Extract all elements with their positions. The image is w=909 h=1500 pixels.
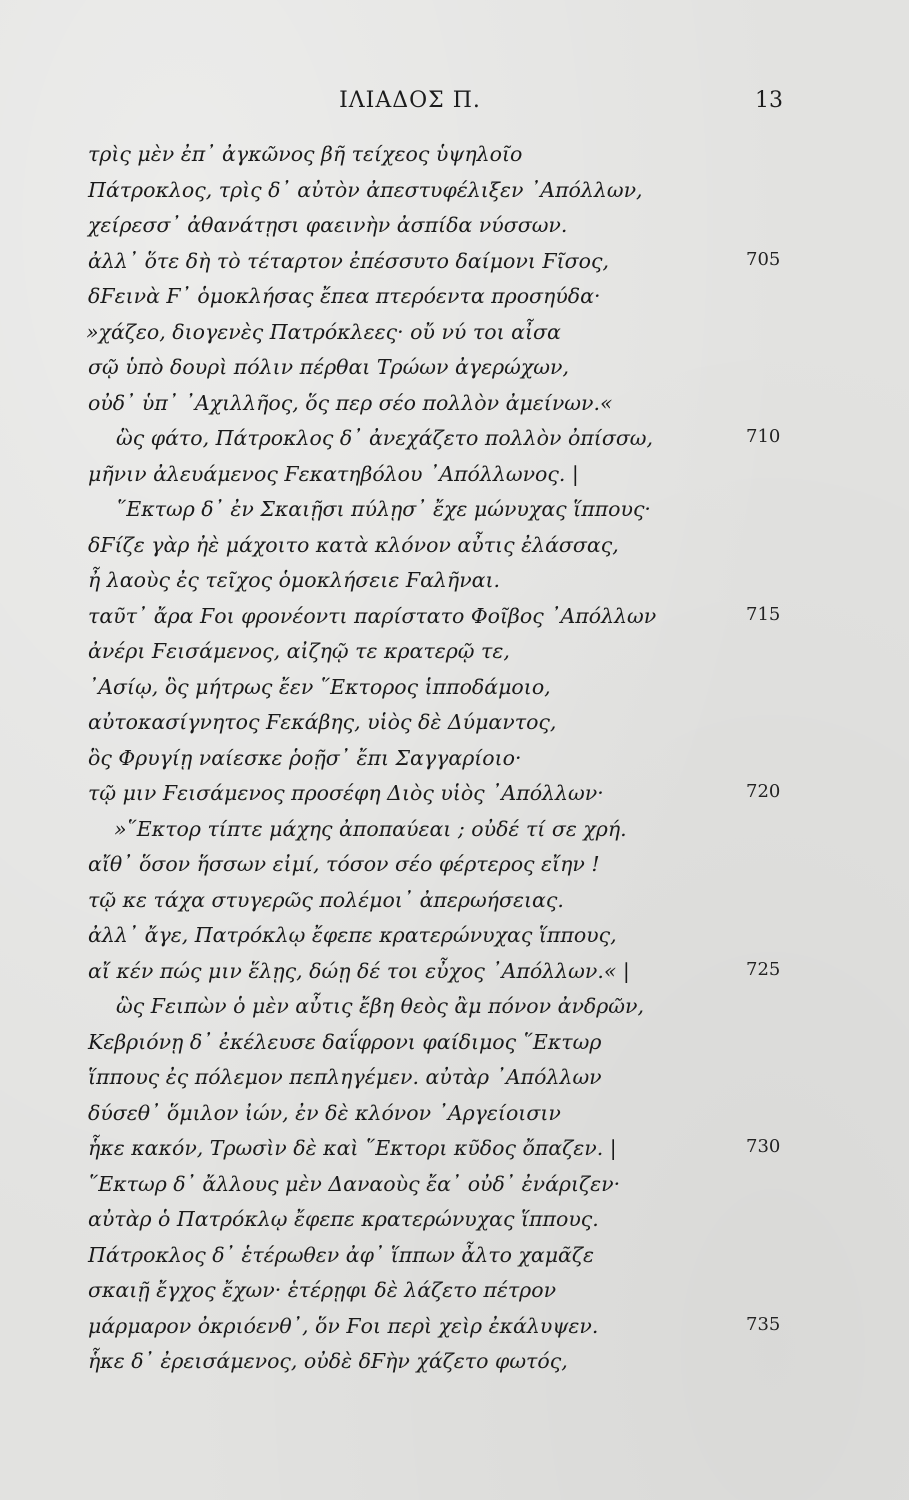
verse-text: μάρμαρον ὀκριόενθ᾽, ὅν Ϝοι περὶ χεὶρ ἐκάλυψεν. — [88, 1313, 599, 1338]
page-number: 13 — [755, 88, 783, 113]
verse-line — [0, 211, 909, 247]
verse-text: ἵππους ἐς πόλεμον πεπληγέμεν. αὐτὰρ ᾽Απόλλων — [88, 1065, 602, 1089]
verse-line — [0, 602, 909, 638]
verse-line — [0, 1276, 909, 1312]
verse-line — [0, 779, 909, 815]
verse-text: ὃς Φρυγίῃ ναίεσκε ῥοῇσ᾽ ἔπι Σαγγαρίοιο· — [88, 745, 522, 770]
verse-text: Κεβριόνῃ δ᾽ ἐκέλευσε δαΐφρονι φαίδιμος ῞Εκτωρ — [88, 1029, 602, 1054]
verse-text: τῷ κε τάχα στυγερῶς πολέμοι᾽ ἀπερωήσειας. — [88, 887, 564, 912]
verse-line — [0, 282, 909, 318]
running-title: ΙΛΙΑΔΟΣ Π. — [339, 88, 481, 113]
verse-line — [0, 460, 909, 496]
verse-text: Πάτροκλος, τρὶς δ᾽ αὐτὸν ἀπεστυφέλιξεν ᾽Απόλλων, — [88, 177, 643, 202]
verse-line — [0, 495, 909, 531]
verse-text: ᾽Ασίῳ, ὃς μήτρως ἔεν ῞Εκτορος ἱπποδάμοιο, — [88, 674, 551, 699]
verse-text: μῆνιν ἀλευάμενος Ϝεκατηβόλου ᾽Απόλλωνος. | — [88, 461, 579, 486]
verse-text: αἴ κέν πώς μιν ἕλῃς, δώῃ δέ τοι εὖχος ᾽Απόλλων.« | — [88, 958, 630, 983]
verse-line — [0, 1099, 909, 1135]
verse-text: σκαιῇ ἔγχος ἔχων· ἑτέρῃφι δὲ λάζετο πέτρον — [88, 1278, 557, 1302]
verse-line — [0, 1028, 909, 1064]
line-number: 735 — [746, 1313, 781, 1335]
verse-text: ῞Εκτωρ δ᾽ ἄλλους μὲν Δαναοὺς ἔα᾽ οὐδ᾽ ἐνάριζεν· — [88, 1171, 621, 1196]
verse-line — [0, 815, 909, 851]
line-number: 710 — [746, 426, 781, 447]
verse-text: ὣς φάτο, Πάτροκλος δ᾽ ἀνεχάζετο πολλὸν ὀπίσσω, — [116, 426, 654, 450]
verse-line — [0, 566, 909, 602]
verse-text: ῞Εκτωρ δ᾽ ἐν Σκαιῇσι πύλῃσ᾽ ἔχε μώνυχας ἵππους· — [116, 497, 651, 521]
verse-text: ἀνέρι Ϝεισάμενος, αἰζηῷ τε κρατερῷ τε, — [88, 639, 510, 663]
verse-line — [0, 1312, 909, 1348]
verse-line — [0, 673, 909, 709]
verse-line — [0, 1347, 909, 1383]
line-number: 730 — [746, 1136, 781, 1157]
verse-text: ἧκε κακόν, Τρωσὶν δὲ καὶ ῞Εκτορι κῦδος ὄπαζεν. | — [88, 1136, 617, 1160]
verse-text: »χάζεο, διογενὲς Πατρόκλεες· οὔ νύ τοι αἶσα — [86, 319, 561, 344]
verse-text: Πάτροκλος δ᾽ ἑτέρωθεν ἀφ᾽ ἵππων ἆλτο χαμᾶζε — [88, 1242, 594, 1267]
verse-text: »῞Εκτορ τίπτε μάχης ἀποπαύεαι ; οὐδέ τί σε χρή. — [114, 816, 627, 841]
verse-text: χείρεσσ᾽ ἀθανάτῃσι φαεινὴν ἀσπίδα νύσσων. — [88, 213, 568, 237]
verse-line — [0, 140, 909, 176]
verse-line — [0, 744, 909, 780]
line-number: 725 — [746, 958, 781, 980]
verse-text: ἦ λαοὺς ἐς τεῖχος ὁμοκλήσειε Ϝαλῆναι. — [88, 568, 501, 592]
verse-text: δϜίζε γὰρ ἠὲ μάχοιτο κατὰ κλόνον αὖτις ἐλάσσας, — [88, 532, 619, 557]
verse-line — [0, 389, 909, 425]
line-number: 720 — [746, 781, 781, 802]
verse-text: ἀλλ᾽ ἄγε, Πατρόκλῳ ἔφεπε κρατερώνυχας ἵππους, — [88, 923, 617, 947]
verse-line — [0, 176, 909, 212]
verse-line — [0, 850, 909, 886]
verse-line — [0, 1241, 909, 1277]
line-number: 715 — [746, 603, 781, 625]
verse-line — [0, 318, 909, 354]
verse-line — [0, 1170, 909, 1206]
line-number: 705 — [746, 248, 781, 270]
verse-line — [0, 1134, 909, 1170]
verse-line — [0, 637, 909, 673]
verse-text: ὣς Ϝειπὼν ὁ μὲν αὖτις ἔβη θεὸς ἂμ πόνον ἀνδρῶν, — [116, 994, 644, 1018]
verse-text: αἴθ᾽ ὅσον ἥσσων εἰμί, τόσον σέο φέρτερος εἴην ! — [88, 852, 600, 876]
verse-text: τῷ μιν Ϝεισάμενος προσέφη Διὸς υἱὸς ᾽Απόλλων· — [88, 781, 604, 805]
verse-line — [0, 992, 909, 1028]
verse-text: σῷ ὑπὸ δουρὶ πόλιν πέρθαι Τρώων ἀγερώχων, — [88, 355, 569, 379]
verse-line — [0, 921, 909, 957]
verse-text: αὐτὰρ ὁ Πατρόκλῳ ἔφεπε κρατερώνυχας ἵππους. — [88, 1207, 599, 1231]
verse-text: δύσεθ᾽ ὅμιλον ἰών, ἐν δὲ κλόνον ᾽Αργείοισιν — [88, 1100, 561, 1125]
verse-line — [0, 424, 909, 460]
verse-line — [0, 353, 909, 389]
verse-line — [0, 708, 909, 744]
verse-text: αὐτοκασίγνητος Ϝεκάβης, υἱὸς δὲ Δύμαντος, — [88, 710, 557, 734]
verse-text: τρὶς μὲν ἐπ᾽ ἀγκῶνος βῆ τείχεος ὑψηλοῖο — [88, 142, 523, 166]
verse-text: ἧκε δ᾽ ἐρεισάμενος, οὐδὲ δϜὴν χάζετο φωτός, — [88, 1349, 568, 1373]
verse-line — [0, 957, 909, 993]
verse-text: ἀλλ᾽ ὅτε δὴ τὸ τέταρτον ἐπέσσυτο δαίμονι Ϝῖσος, — [88, 248, 609, 273]
verse-text: ταῦτ᾽ ἄρα Ϝοι φρονέοντι παρίστατο Φοῖβος ᾽Απόλλων — [88, 603, 657, 628]
verse-line — [0, 531, 909, 567]
verse-line — [0, 1063, 909, 1099]
verse-text: οὐδ᾽ ὑπ᾽ ᾽Αχιλλῆος, ὅς περ σέο πολλὸν ἀμείνων.« — [88, 390, 613, 415]
verse-line — [0, 247, 909, 283]
verse-text: δϜεινὰ Ϝ᾽ ὁμοκλήσας ἔπεα πτερόεντα προσηύδα· — [88, 284, 601, 308]
verse-line — [0, 886, 909, 922]
verse-line — [0, 1205, 909, 1241]
